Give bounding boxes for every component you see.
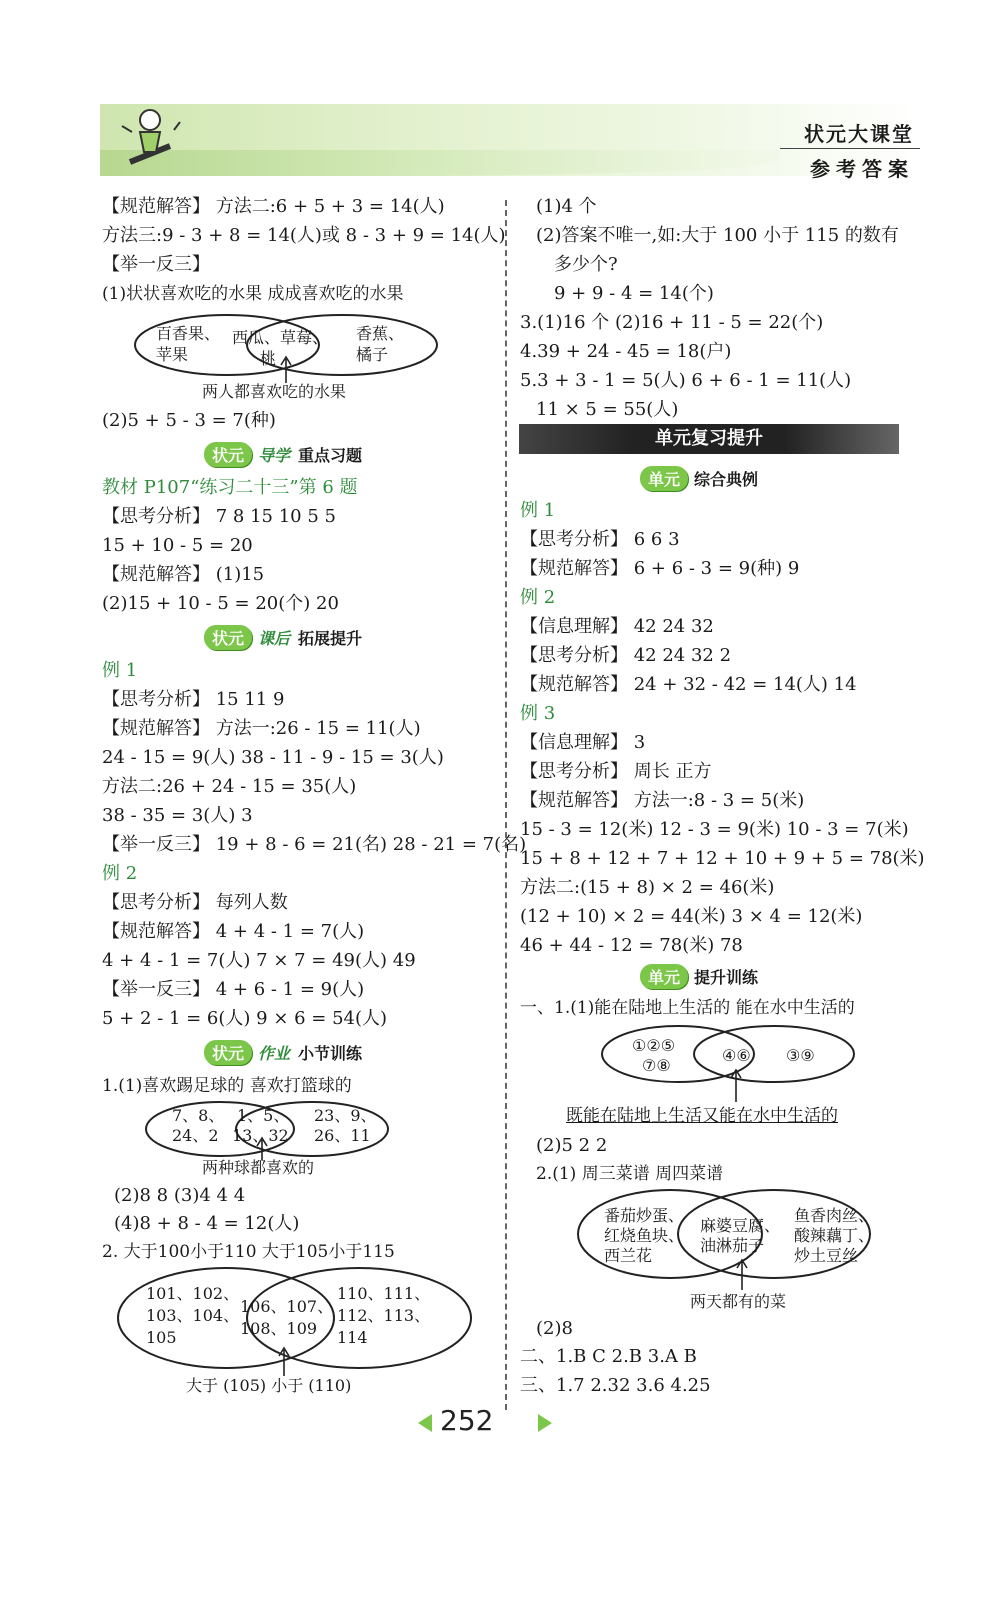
arrow-up-icon xyxy=(278,1346,290,1376)
text-line: 三、1.7 2.32 3.6 4.25 xyxy=(520,1375,711,1396)
text-line: 方法二:26 + 24 - 15 = 35(人) xyxy=(102,776,357,797)
text-line: 4 + 4 - 1 = 7(人) 7 × 7 = 49(人) 49 xyxy=(102,950,416,971)
text-line: 【思考分析】 42 24 32 2 xyxy=(520,645,732,666)
text-line: 3.(1)16 个 (2)16 + 11 - 5 = 22(个) xyxy=(520,312,824,333)
venn-label: 香蕉、 xyxy=(356,324,405,343)
text-line: 【规范解答】 方法二:6 + 5 + 3 = 14(人) xyxy=(102,196,445,217)
venn-label: ④⑥ xyxy=(722,1046,751,1065)
text-line: 2. 大于100小于110 大于105小于115 xyxy=(102,1242,395,1262)
section-heading xyxy=(204,625,362,650)
venn-label: 1、5、 xyxy=(237,1106,290,1125)
text-line: 1.(1)喜欢踢足球的 喜欢打篮球的 xyxy=(102,1076,352,1096)
text-line: 二、1.B C 2.B 3.A B xyxy=(520,1346,697,1367)
venn-label: 106、107、 xyxy=(240,1297,334,1316)
venn-label: ⑦⑧ xyxy=(642,1056,671,1075)
text-line: 多少个? xyxy=(554,254,618,275)
text-line: 9 + 9 - 4 = 14(个) xyxy=(554,283,714,304)
text-line: 一、1.(1)能在陆地上生活的 能在水中生活的 xyxy=(520,998,855,1018)
venn-label: 麻婆豆腐、 xyxy=(700,1216,781,1235)
text-line: 方法三:9 - 3 + 8 = 14(人)或 8 - 3 + 9 = 14(人) xyxy=(102,225,506,246)
text-line: 例 1 xyxy=(102,660,138,681)
venn-caption: 两人都喜欢吃的水果 xyxy=(202,382,347,401)
venn-label: 橘子 xyxy=(356,345,389,364)
text-line: 【举一反三】 19 + 8 - 6 = 21(名) 28 - 21 = 7(名) xyxy=(102,834,527,855)
section-tag: 单元 xyxy=(640,466,688,491)
text-line: 【规范解答】 24 + 32 - 42 = 14(人) 14 xyxy=(520,674,857,695)
text-line: (2)15 + 10 - 5 = 20(个) 20 xyxy=(102,593,339,614)
venn-label: 鱼香肉丝、 xyxy=(794,1206,875,1225)
brand-block xyxy=(804,118,914,182)
venn-label: 110、111、 xyxy=(337,1284,431,1303)
text-line: (2)5 2 2 xyxy=(536,1135,608,1156)
text-line: (1)状状喜欢吃的水果 成成喜欢吃的水果 xyxy=(102,284,404,304)
section-title: 综合典例 xyxy=(694,470,759,489)
venn-label: 桃 xyxy=(260,349,277,368)
venn-label: 105 xyxy=(146,1328,177,1347)
column-divider xyxy=(505,200,507,1410)
section-title: 拓展提升 xyxy=(298,629,363,648)
text-line: 例 3 xyxy=(520,703,556,724)
text-line: (12 + 10) × 2 = 44(米) 3 × 4 = 12(米) xyxy=(520,906,863,927)
text-line: (2)8 xyxy=(536,1318,573,1339)
text-line: 【规范解答】 (1)15 xyxy=(102,564,265,585)
text-line: 【思考分析】 6 6 3 xyxy=(520,529,680,550)
text-line: 【规范解答】 方法一:26 - 15 = 11(人) xyxy=(102,718,421,739)
section-title: 提升训练 xyxy=(694,968,759,987)
page-number: 252 xyxy=(440,1404,494,1437)
section-tag: 状元 xyxy=(204,625,252,650)
text-line: (1)4 个 xyxy=(536,196,597,217)
text-line: (2)8 8 (3)4 4 4 xyxy=(114,1185,246,1206)
venn-label: 苹果 xyxy=(156,345,189,364)
venn-label: ①②⑤ xyxy=(632,1036,676,1055)
text-line: 15 - 3 = 12(米) 12 - 3 = 9(米) 10 - 3 = 7(米) xyxy=(520,819,909,840)
venn-label: 番茄炒蛋、 xyxy=(604,1206,685,1225)
unit-review-bar: 单元复习提升 xyxy=(519,424,899,454)
section-title: 小节训练 xyxy=(298,1044,363,1063)
arrow-left-icon xyxy=(418,1414,432,1432)
text-line: 【信息理解】 3 xyxy=(520,732,646,753)
section-tag2: 导学 xyxy=(258,446,291,465)
venn-caption: 既能在陆地上生活又能在水中生活的 xyxy=(566,1106,838,1126)
venn-label: 114 xyxy=(337,1328,368,1347)
brand-subtitle: 参考答案 xyxy=(810,157,914,181)
venn-label: 西兰花 xyxy=(604,1246,653,1265)
text-line: 4.39 + 24 - 45 = 18(户) xyxy=(520,341,732,362)
section-tag: 状元 xyxy=(204,442,252,467)
text-line: 【思考分析】 15 11 9 xyxy=(102,689,285,710)
text-line: (4)8 + 8 - 4 = 12(人) xyxy=(114,1213,300,1234)
venn-label: 7、8、 xyxy=(172,1106,225,1125)
brand-title: 状元大课堂 xyxy=(804,122,914,146)
text-line: 【举一反三】 xyxy=(102,254,210,275)
venn-caption: 大于 (105) 小于 (110) xyxy=(186,1376,352,1395)
text-line: 【规范解答】 4 + 4 - 1 = 7(人) xyxy=(102,921,365,942)
venn-label: 26、11 xyxy=(314,1126,371,1145)
student-illustration-icon xyxy=(110,102,190,172)
text-line: 【思考分析】 周长 正方 xyxy=(520,761,712,782)
venn-label: 百香果、 xyxy=(156,324,221,343)
venn-label: 23、9、 xyxy=(314,1106,377,1125)
section-tag: 单元 xyxy=(640,964,688,989)
text-line: 24 - 15 = 9(人) 38 - 11 - 9 - 15 = 3(人) xyxy=(102,747,444,768)
venn-label: 红烧鱼块、 xyxy=(604,1226,685,1245)
text-line: 【思考分析】 7 8 15 10 5 5 xyxy=(102,506,336,527)
text-line: 5 + 2 - 1 = 6(人) 9 × 6 = 54(人) xyxy=(102,1008,388,1029)
text-line: 例 1 xyxy=(520,500,556,521)
arrow-up-icon xyxy=(736,1258,748,1290)
arrow-up-icon xyxy=(256,1136,268,1160)
venn-label: ③⑨ xyxy=(786,1046,815,1065)
text-line: 例 2 xyxy=(102,863,138,884)
section-heading xyxy=(640,964,758,989)
text-line: 方法二:(15 + 8) × 2 = 46(米) xyxy=(520,877,775,898)
section-heading xyxy=(204,442,362,467)
section-tag: 状元 xyxy=(204,1040,252,1065)
section-tag2: 课后 xyxy=(258,629,291,648)
section-tag2: 作业 xyxy=(258,1044,291,1063)
text-line: 【规范解答】 6 + 6 - 3 = 9(种) 9 xyxy=(520,558,800,579)
venn-label: 西瓜、草莓、 xyxy=(232,328,329,347)
text-line: (2)答案不唯一,如:大于 100 小于 115 的数有 xyxy=(536,225,899,246)
section-title: 重点习题 xyxy=(298,446,363,465)
text-line: 【信息理解】 42 24 32 xyxy=(520,616,714,637)
brand-divider xyxy=(780,148,920,149)
venn-caption: 两天都有的菜 xyxy=(690,1292,787,1311)
text-line: 教材 P107“练习二十三”第 6 题 xyxy=(102,477,358,498)
venn-label: 103、104、 xyxy=(146,1306,240,1325)
section-heading xyxy=(204,1040,362,1065)
venn-label: 108、109 xyxy=(240,1319,318,1338)
text-line: 15 + 10 - 5 = 20 xyxy=(102,535,253,556)
section-heading xyxy=(640,466,758,491)
venn-label: 酸辣藕丁、 xyxy=(794,1226,875,1245)
text-line: 38 - 35 = 3(人) 3 xyxy=(102,805,253,826)
text-line: 例 2 xyxy=(520,587,556,608)
text-line: 5.3 + 3 - 1 = 5(人) 6 + 6 - 1 = 11(人) xyxy=(520,370,852,391)
venn-label: 112、113、 xyxy=(337,1306,431,1325)
text-line: 【举一反三】 4 + 6 - 1 = 9(人) xyxy=(102,979,365,1000)
venn-caption: 两种球都喜欢的 xyxy=(202,1158,315,1177)
text-line: 【规范解答】 方法一:8 - 3 = 5(米) xyxy=(520,790,805,811)
arrow-up-icon xyxy=(280,355,292,383)
venn-label: 13、32 xyxy=(232,1126,289,1145)
text-line: 15 + 8 + 12 + 7 + 12 + 10 + 9 + 5 = 78(米) xyxy=(520,848,925,869)
arrow-up-icon xyxy=(730,1068,742,1102)
text-line: 【思考分析】 每列人数 xyxy=(102,892,288,913)
venn-label: 炒土豆丝 xyxy=(794,1246,859,1265)
arrow-right-icon xyxy=(538,1414,552,1432)
text-line: 2.(1) 周三菜谱 周四菜谱 xyxy=(536,1164,724,1184)
text-line: 46 + 44 - 12 = 78(米) 78 xyxy=(520,935,743,956)
text-line: (2)5 + 5 - 3 = 7(种) xyxy=(102,410,276,431)
venn-label: 油淋茄子 xyxy=(700,1236,765,1255)
text-line: 11 × 5 = 55(人) xyxy=(536,399,679,420)
venn-label: 101、102、 xyxy=(146,1284,240,1303)
venn-label: 24、2 xyxy=(172,1126,219,1145)
